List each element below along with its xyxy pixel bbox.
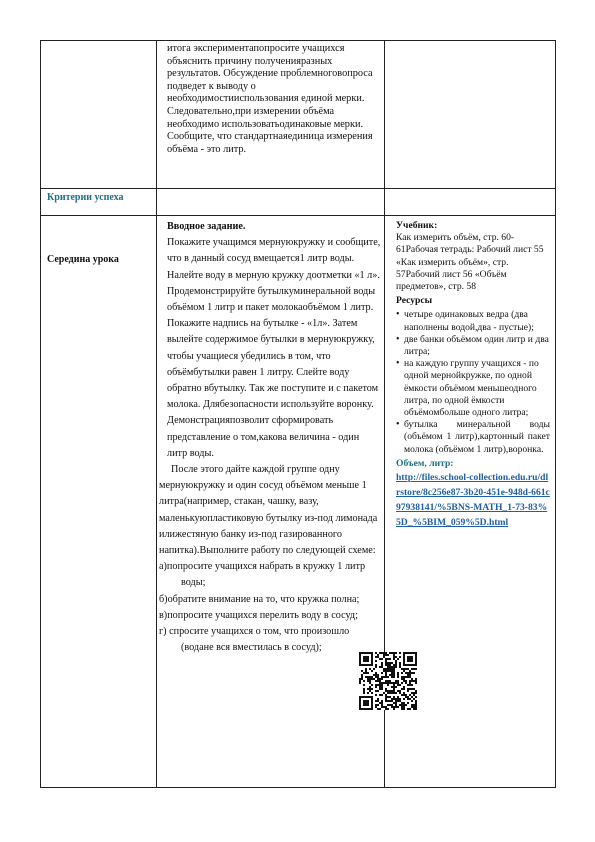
row-divider-1 (41, 188, 555, 189)
resource-item: • четыре одинаковых ведра (два наполнены водой,два - пустые); (396, 309, 550, 333)
column-divider-1 (156, 41, 157, 787)
step-c: в)попросите учащихся перелить воду в сосуд; (159, 609, 358, 621)
resource-item: • бутылка минеральной воды (объёмом 1 литр),картонный пакет молока (объёмом 1 литр),воронка. (396, 419, 550, 456)
criteria-label: Критерии успеха (47, 192, 124, 203)
resource-link[interactable]: http://files.school-collection.edu.ru/dlrstore/8c256e87-3b20-451e-948d-661c97938141/%5BNS-MATH_1-73-83%5D_%5BIM_059%5D.html (396, 472, 550, 529)
middle-paragraph-2: После этого дайте каждой группе одну мернуюкружку и один сосуд объёмом меньше 1 литра(например, стакан, чашку, вазу, маленькуюпластиковую бутылку из-под лимонада илижестяную банку из-под газированного напитка).Выполните работу по следующей схеме: (159, 464, 378, 557)
middle-label: Середина урока (47, 254, 119, 265)
step-a: а)попросите учащихся набрать в кружку 1 литр воды; (159, 561, 366, 589)
middle-content (159, 219, 381, 656)
lesson-plan-table (40, 40, 556, 788)
resources-content (396, 220, 550, 530)
step-d: г) спросите учащихся о том, что произошло (водане вся вместилась в сосуд); (159, 626, 350, 654)
top-cell-text: итога экспериментапопросите учащихся объяснить причину полученияразных результатов. Обсуждение проблемноговопроса подведет к выводу о необходимостииспользования единой мерки. Следовательно,при измерении объёма необходимо использоватьодинаковые мерки. Сообщите, что стандартнаяединица измерения объёма - это литр. (167, 43, 373, 155)
resources-list (396, 309, 550, 455)
resource-item: • две банки объёмом один литр и два литра; (396, 334, 550, 358)
volume-label: Объем, литр: (396, 457, 454, 469)
middle-heading: Вводное задание. (167, 221, 246, 232)
step-b: б)обратите внимание на то, что кружка полна; (159, 593, 360, 605)
textbook-text: Как измерить объём, стр. 60-61Рабочая тетрадь: Рабочий лист 55 «Как измерить объём», стр. 57Рабочий лист 56 «Объём предметов», стр. 58 (396, 232, 544, 293)
resources-label: Ресурсы (396, 295, 433, 307)
textbook-label: Учебник: (396, 220, 438, 231)
qr-code (359, 652, 417, 710)
resource-item: • на каждую группу учащихся - по одной мернойкружке, по одной ёмкости объёмом меньшеодного литра, по одной ёмкости объёмомбольше одного литра; (396, 358, 550, 419)
middle-paragraph-1: Покажите учащимся мернуюкружку и сообщите, что в данный сосуд вмещается1 литр воды. Налейте воду в мерную кружку доотметки «1 л». Продемонстрируйте бутылкуминеральной воды объёмом 1 литр и пакет молокаобъёмом 1 литр. Покажите надпись на бутылке - «1л». Затем вылейте содержимое бутылки в мернуюкружку, чтобы учащиеся убедились в том, что объёмбутылки равен 1 литру. Слейте воду обратно вбутылку. Так же поступите и с пакетом молока. Длябезопасности используйте воронку. Демонстрацияпозволит сформировать представление о том,какова величина - один литр воды. (167, 237, 381, 459)
row-divider-2 (41, 215, 555, 216)
